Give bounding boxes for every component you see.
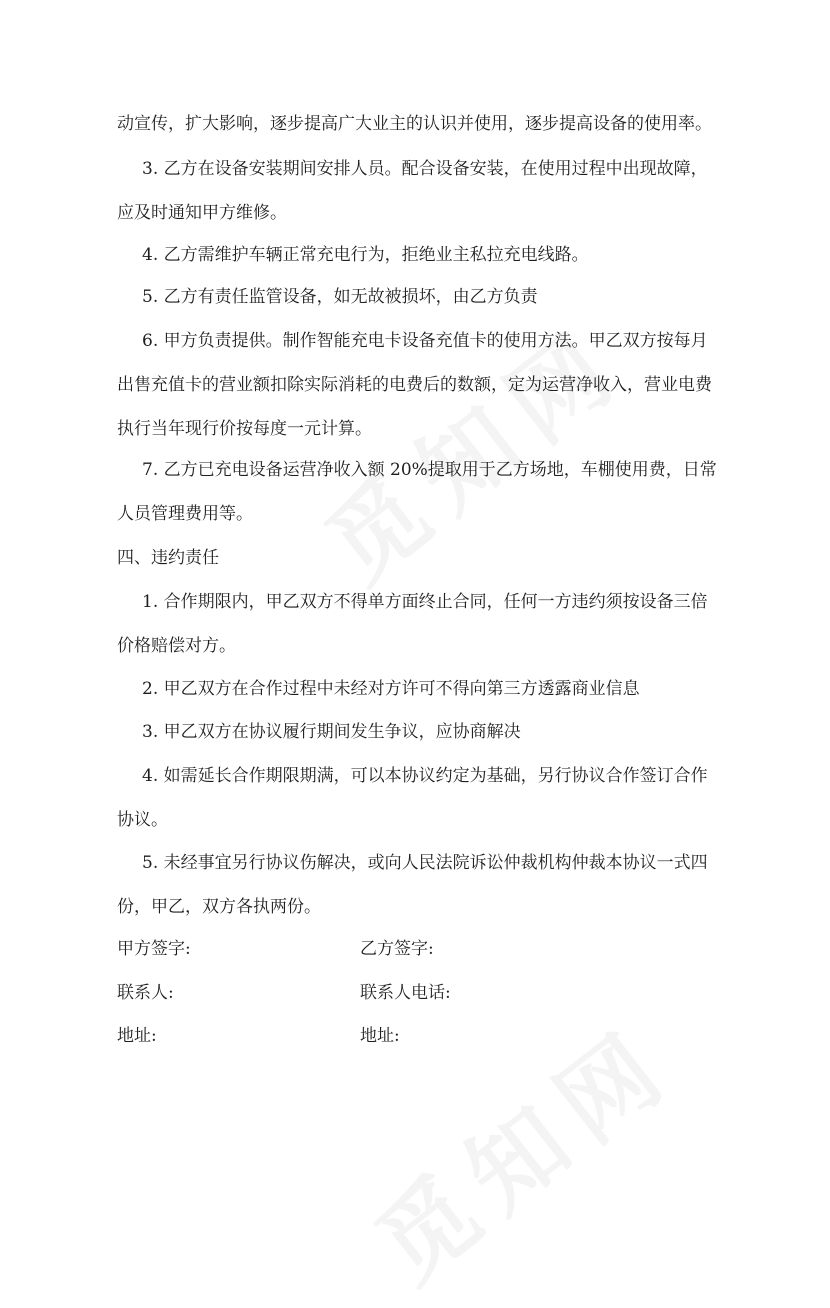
party-a-address-label: 地址: bbox=[117, 1026, 157, 1046]
party-b-signature-label: 乙方签字: bbox=[360, 939, 434, 959]
breach-clause-5: 5. 未经事宜另行协议伤解决，或向人民法院诉讼仲裁机构仲裁本协议一式四份，甲乙，双方各执两份。 bbox=[117, 853, 708, 917]
clause-4: 4. 乙方需维护车辆正常充电行为，拒绝业主私拉充电线路。 bbox=[142, 245, 589, 265]
section-heading-breach: 四、违约责任 bbox=[117, 548, 219, 568]
party-a-contact-label: 联系人: bbox=[117, 983, 174, 1003]
clause-3: 3. 乙方在设备安装期间安排人员。配合设备安装，在使用过程中出现故障，应及时通知甲方维修。 bbox=[117, 159, 708, 223]
breach-clause-3: 3. 甲乙双方在协议履行期间发生争议，应协商解决 bbox=[142, 722, 521, 742]
clause-7: 7. 乙方已充电设备运营净收入额 20%提取用于乙方场地，车棚使用费，日常人员管理费用等。 bbox=[117, 460, 717, 524]
clause-6: 6. 甲方负责提供。制作智能充电卡设备充值卡的使用方法。甲乙双方按每月出售充值卡的营业额扣除实际消耗的电费后的数额，定为运营净收入，营业电费执行当年现行价按每度一元计算。 bbox=[117, 331, 712, 439]
party-b-address-label: 地址: bbox=[360, 1026, 400, 1046]
party-b-contact-phone-label: 联系人电话: bbox=[360, 983, 451, 1003]
breach-clause-1: 1. 合作期限内，甲乙双方不得单方面终止合同，任何一方违约须按设备三倍价格赔偿对方。 bbox=[117, 592, 708, 656]
breach-clause-2: 2. 甲乙双方在合作过程中未经对方许可不得向第三方透露商业信息 bbox=[142, 679, 640, 699]
clause-5: 5. 乙方有责任监管设备，如无故被损坏，由乙方负责 bbox=[142, 287, 538, 307]
paragraph-continuation: 动宣传，扩大影响，逐步提高广大业主的认识并使用，逐步提高设备的使用率。 bbox=[117, 114, 712, 134]
party-a-signature-label: 甲方签字: bbox=[117, 939, 191, 959]
breach-clause-4: 4. 如需延长合作期限期满，可以本协议约定为基础，另行协议合作签订合作协议。 bbox=[117, 766, 708, 830]
